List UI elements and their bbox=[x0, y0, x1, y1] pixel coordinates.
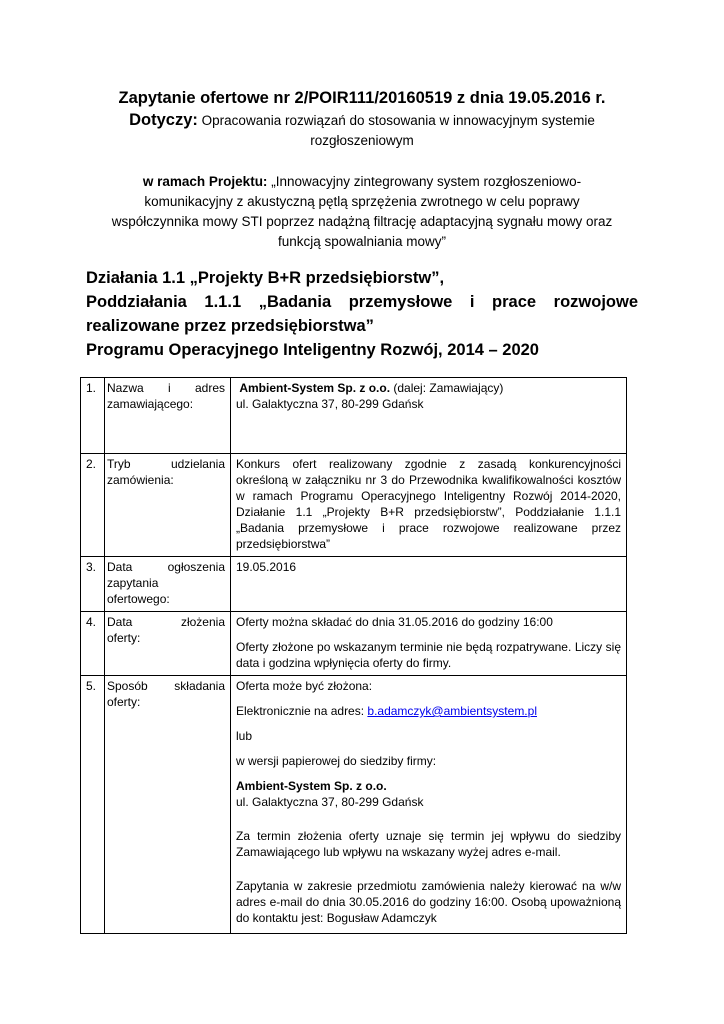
row-content bbox=[231, 612, 627, 676]
late-offers-note: Oferty złożone po wskazanym terminie nie będą rozpatrywane. Liczy się data i godzina wpłynięcia oferty do firmy. bbox=[236, 640, 621, 670]
project-block bbox=[80, 172, 644, 252]
row-content: Konkurs ofert realizowany zgodnie z zasadą konkurencyjności określoną w załączniku nr 3 do Przewodnika kwalifikowalności kosztów w ramach Programu Operacyjnego Inteligentny Rozwój 2014-2020, Działanie 1.1 „Projekty B+R przedsiębiorstw”, Poddziałanie 1.1.1 „Badania przemysłowe i prace rozwojowe realizowane przez przedsiębiorstwa” bbox=[231, 454, 627, 557]
contact-info: Zapytania w zakresie przedmiotu zamówienia należy kierować na w/w adres e-mail do dnia 30.05.2016 do godziny 16:00. Osobą upoważnioną do kontaktu jest: Bogusław Adamczyk bbox=[236, 879, 621, 925]
company-suffix: (dalej: Zamawiający) bbox=[390, 381, 504, 395]
row-label-line2: zapytania bbox=[107, 576, 159, 590]
row-label-line2: zamawiającego: bbox=[107, 397, 194, 411]
deadline-text: Oferty można składać do dnia 31.05.2016 do godziny 16:00 bbox=[236, 615, 553, 629]
row-label bbox=[105, 454, 231, 557]
subject-text-line2: rozgłoszeniowym bbox=[310, 133, 414, 148]
table-row bbox=[81, 676, 627, 934]
row-label-line1: Data ogłoszenia bbox=[107, 560, 225, 574]
project-label: w ramach Projektu: bbox=[142, 174, 268, 189]
row-number: 4. bbox=[81, 612, 105, 676]
row-content bbox=[231, 378, 627, 454]
subject-label: Dotyczy: bbox=[129, 111, 198, 129]
program-line2: Poddziałania 1.1.1 „Badania przemysłowe i prace rozwojowe bbox=[86, 293, 638, 311]
row-label-line1: Data złożenia bbox=[107, 615, 225, 629]
row-label-line1: Tryb udzielania bbox=[107, 457, 225, 471]
project-text-line3: współczynnika mowy STI poprzez nadążną filtrację adaptacyjną sygnału mowy oraz bbox=[111, 214, 613, 229]
company-block bbox=[236, 778, 621, 810]
electronic-prefix: Elektronicznie na adres: bbox=[236, 704, 368, 718]
subject-block bbox=[80, 110, 644, 151]
row-label bbox=[105, 378, 231, 454]
row-label-line2: oferty: bbox=[107, 631, 141, 645]
row-content bbox=[231, 676, 627, 934]
row-label-line1: Nazwa i adres bbox=[107, 381, 225, 395]
project-text-line2: komunikacyjny z akustyczną pętlą sprzężenia zwrotnego w celu poprawy bbox=[144, 194, 580, 209]
document-title: Zapytanie ofertowe nr 2/POIR111/20160519 z dnia 19.05.2016 r. bbox=[118, 89, 606, 107]
row-label-line2: zamówienia: bbox=[107, 473, 174, 487]
table-row bbox=[81, 378, 627, 454]
company-address: ul. Galaktyczna 37, 80-299 Gdańsk bbox=[236, 397, 424, 411]
deadline-rule: Za termin złożenia oferty uznaje się termin jej wpływu do siedziby Zamawiającego lub wpływu na wskazany wyżej adres e-mail. bbox=[236, 829, 621, 859]
company-name: Ambient-System Sp. z o.o. bbox=[239, 381, 391, 395]
project-text-line4: funkcją spowalniania mowy” bbox=[277, 234, 447, 249]
table-row bbox=[81, 557, 627, 612]
row-number: 5. bbox=[81, 676, 105, 934]
row-label bbox=[105, 612, 231, 676]
program-line3: realizowane przez przedsiębiorstwa” bbox=[86, 317, 374, 335]
row-number: 1. bbox=[81, 378, 105, 454]
or-text: lub bbox=[236, 729, 253, 743]
company-line bbox=[236, 380, 621, 396]
table-row bbox=[81, 454, 627, 557]
table-row bbox=[81, 612, 627, 676]
offer-table bbox=[80, 377, 627, 934]
row-number: 2. bbox=[81, 454, 105, 557]
row-label bbox=[105, 676, 231, 934]
electronic-submission bbox=[236, 703, 621, 719]
project-text-line1: „Innowacyjny zintegrowany system rozgłoszeniowo- bbox=[271, 174, 582, 189]
company-address: ul. Galaktyczna 37, 80-299 Gdańsk bbox=[236, 795, 424, 809]
email-link[interactable]: b.adamczyk@ambientsystem.pl bbox=[367, 704, 537, 718]
paper-submission: w wersji papierowej do siedziby firmy: bbox=[236, 754, 437, 768]
program-line4: Programu Operacyjnego Inteligentny Rozwój, 2014 – 2020 bbox=[86, 341, 539, 359]
row-label-line3: ofertowego: bbox=[107, 592, 170, 606]
row-label bbox=[105, 557, 231, 612]
row-label-line2: oferty: bbox=[107, 695, 141, 709]
submission-intro: Oferta może być złożona: bbox=[236, 679, 373, 693]
row-number: 3. bbox=[81, 557, 105, 612]
company-name: Ambient-System Sp. z o.o. bbox=[236, 779, 387, 793]
row-label-line1: Sposób składania bbox=[107, 679, 225, 693]
row-content: 19.05.2016 bbox=[231, 557, 627, 612]
program-line1: Działania 1.1 „Projekty B+R przedsiębiorstw”, bbox=[86, 269, 445, 287]
program-block bbox=[86, 266, 638, 362]
subject-text-line1: Opracowania rozwiązań do stosowania w innowacyjnym systemie bbox=[201, 113, 595, 128]
